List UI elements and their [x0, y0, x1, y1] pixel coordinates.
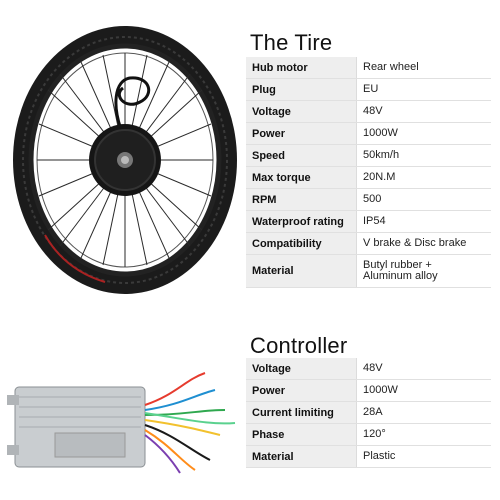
spec-key: Material	[246, 255, 357, 288]
spec-value: IP54	[357, 211, 492, 233]
table-row	[246, 380, 491, 402]
spec-value: 1000W	[357, 123, 492, 145]
table-row	[246, 79, 491, 101]
table-row	[246, 233, 491, 255]
table-row	[246, 145, 491, 167]
spec-value: EU	[357, 79, 492, 101]
spec-value: 120°	[357, 424, 492, 446]
spec-value: V brake & Disc brake	[357, 233, 492, 255]
table-row	[246, 358, 491, 380]
spec-value: 48V	[357, 358, 492, 380]
table-row	[246, 255, 491, 288]
table-row	[246, 101, 491, 123]
table-row	[246, 189, 491, 211]
spec-value: 500	[357, 189, 492, 211]
spec-value	[357, 255, 492, 288]
spec-key: Power	[246, 123, 357, 145]
bicycle-wheel-hub-motor-image	[5, 20, 245, 300]
spec-key: Max torque	[246, 167, 357, 189]
spec-key: Plug	[246, 79, 357, 101]
spec-value: 28A	[357, 402, 492, 424]
spec-key: Speed	[246, 145, 357, 167]
spec-value: 50km/h	[357, 145, 492, 167]
tire-section-title: The Tire	[250, 30, 333, 55]
table-row	[246, 211, 491, 233]
spec-key: Hub motor	[246, 57, 357, 79]
spec-value-line: Butyl rubber +	[363, 259, 432, 271]
spec-key: Compatibility	[246, 233, 357, 255]
spec-value: 48V	[357, 101, 492, 123]
table-row	[246, 57, 491, 79]
spec-key: RPM	[246, 189, 357, 211]
spec-value-line: Aluminum alloy	[363, 270, 438, 282]
controller-section-title: Controller	[250, 333, 348, 358]
table-row	[246, 446, 491, 468]
spec-value: Plastic	[357, 446, 492, 468]
table-row	[246, 167, 491, 189]
spec-key: Material	[246, 446, 357, 468]
spec-key: Voltage	[246, 358, 357, 380]
spec-key: Phase	[246, 424, 357, 446]
spec-value: Rear wheel	[357, 57, 492, 79]
spec-key: Voltage	[246, 101, 357, 123]
spec-value: 1000W	[357, 380, 492, 402]
table-row	[246, 402, 491, 424]
spec-key: Waterproof rating	[246, 211, 357, 233]
spec-key: Power	[246, 380, 357, 402]
table-row	[246, 123, 491, 145]
controller-spec-table	[246, 358, 491, 468]
spec-value: 20N.M	[357, 167, 492, 189]
spec-key: Current limiting	[246, 402, 357, 424]
controller-unit-image	[5, 365, 245, 475]
table-row	[246, 424, 491, 446]
tire-spec-table	[246, 57, 491, 288]
